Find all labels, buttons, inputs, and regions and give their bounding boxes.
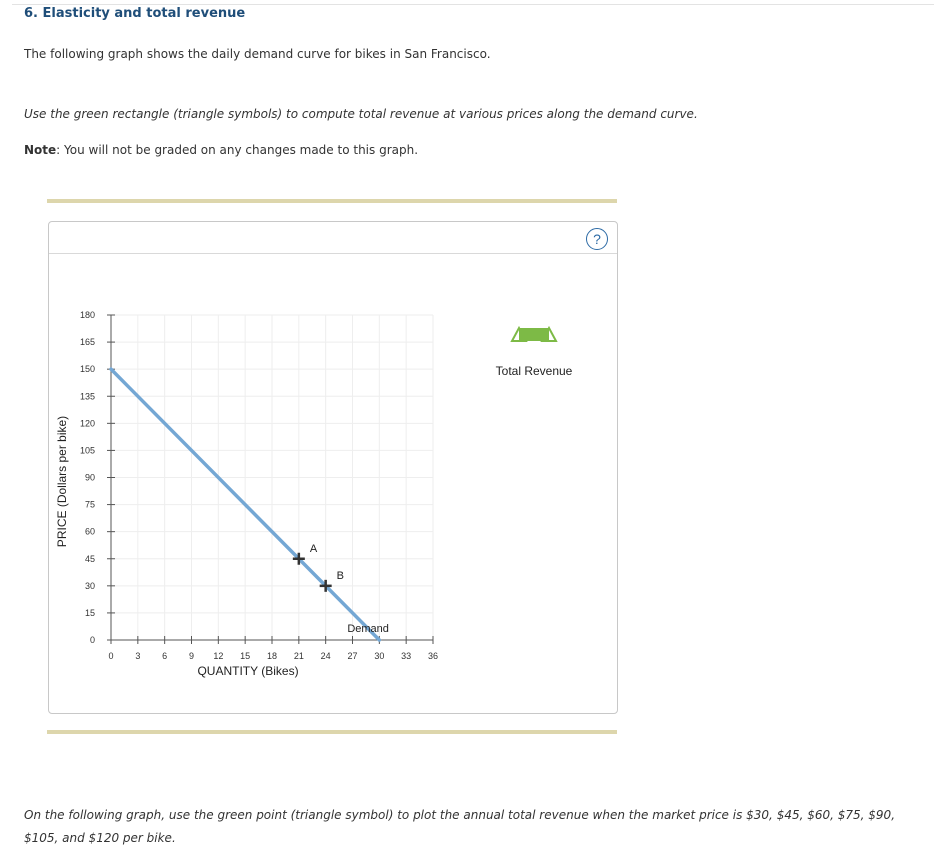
- point-label: B: [336, 569, 345, 582]
- x-tick-label: 0: [108, 651, 114, 661]
- question-title: 6. Elasticity and total revenue: [24, 6, 246, 21]
- x-tick-label: 15: [240, 651, 251, 661]
- total-revenue-label: Total Revenue: [495, 364, 573, 378]
- x-axis-label: QUANTITY (Bikes): [197, 664, 299, 678]
- graph-bottom-band: [47, 730, 617, 734]
- x-tick-label: 27: [347, 651, 358, 661]
- followup-question: On the following graph, use the green point (triangle symbol) to plot the annual total revenue when the market price is $30, $45, $60, $75, $90, $105, and $120 per bike.: [24, 808, 896, 845]
- total-revenue-legend: [487, 317, 581, 378]
- demand-label: Demand: [347, 623, 389, 635]
- x-tick-label: 21: [293, 651, 304, 661]
- y-ticks: [80, 310, 115, 645]
- y-tick-label: 165: [79, 337, 95, 348]
- demand-graph: [49, 222, 617, 713]
- x-tick-label: 36: [427, 651, 439, 661]
- y-tick-label: 0: [89, 635, 95, 645]
- x-tick-label: 9: [188, 651, 195, 661]
- top-divider: [12, 4, 934, 5]
- y-tick-label: 90: [84, 472, 95, 483]
- note-text: [24, 143, 418, 157]
- y-tick-label: 15: [84, 607, 95, 618]
- note-body: : You will not be graded on any changes made to this graph.: [56, 143, 419, 157]
- y-tick-label: 60: [84, 526, 95, 537]
- total-revenue-tool[interactable]: [487, 317, 581, 357]
- y-tick-label: 105: [79, 445, 95, 456]
- y-tick-label: 150: [79, 364, 95, 375]
- instructions-text: Use the green rectangle (triangle symbols) to compute total revenue at various prices along the demand curve.: [24, 107, 698, 121]
- x-tick-label: 12: [213, 651, 224, 661]
- graph-panel: [48, 221, 618, 714]
- y-tick-label: 75: [84, 499, 95, 510]
- demand-points: [293, 543, 344, 592]
- note-label: Note: [24, 143, 57, 157]
- help-button[interactable]: ?: [586, 228, 608, 250]
- x-tick-label: 3: [135, 651, 141, 661]
- grid-lines: [111, 315, 433, 640]
- x-tick-label: 6: [162, 651, 168, 661]
- y-tick-label: 180: [79, 310, 95, 320]
- point-label: A: [309, 542, 318, 555]
- x-tick-label: 30: [374, 651, 385, 661]
- x-tick-label: 18: [266, 651, 278, 661]
- intro-text: The following graph shows the daily demand curve for bikes in San Francisco.: [24, 47, 491, 61]
- y-tick-label: 135: [79, 391, 95, 402]
- x-tick-label: 33: [401, 651, 412, 661]
- y-tick-label: 30: [84, 580, 95, 591]
- y-tick-label: 120: [79, 418, 95, 429]
- x-tick-label: 24: [320, 651, 331, 661]
- y-axis-label: PRICE (Dollars per bike): [55, 415, 69, 548]
- graph-top-band: [47, 199, 617, 203]
- y-tick-label: 45: [84, 553, 95, 564]
